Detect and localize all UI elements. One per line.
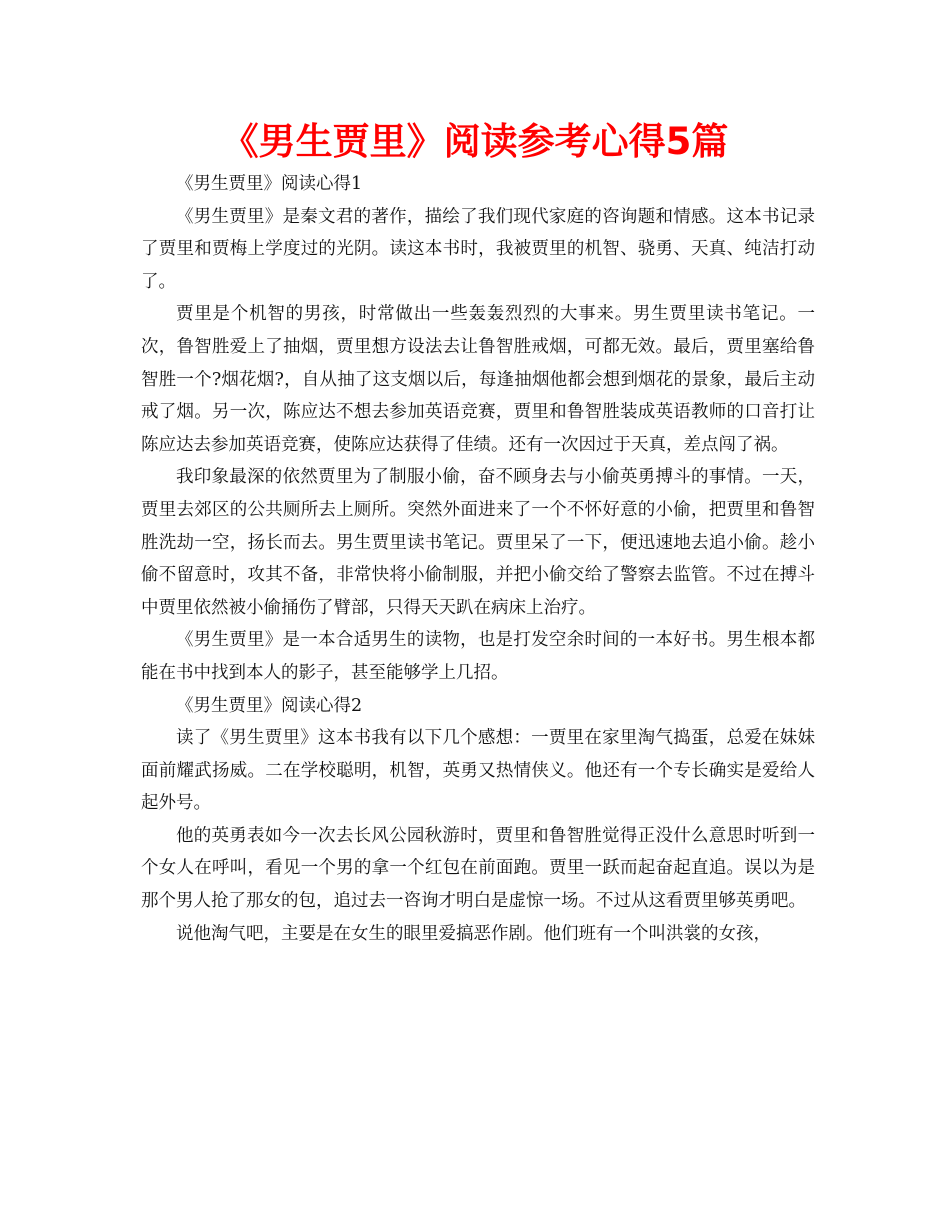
paragraph: 贾里是个机智的男孩，时常做出一些轰轰烈烈的大事来。男生贾里读书笔记。一次，鲁智胜爱上了抽烟，贾里想方设法去让鲁智胜戒烟，可都无效。最后，贾里塞给鲁智胜一个?烟花烟?，自从抽了这支烟以后，每逢抽烟他都会想到烟花的景象，最后主动戒了烟。另一次，陈应达不想去参加英语竞赛，贾里和鲁智胜装成英语教师的口音打让陈应达去参加英语竞赛，使陈应达获得了佳绩。还有一次因过于天真，差点闯了祸。 [141,304,815,455]
document-title: 《男生贾里》阅读参考心得5篇 [221,120,729,163]
section-heading-1: 《男生贾里》阅读心得1 [176,174,363,194]
paragraph: 《男生贾里》是一本合适男生的读物，也是打发空余时间的一本好书。男生根本都能在书中找到本人的影子，甚至能够学上几招。 [141,630,815,683]
paragraph: 他的英勇表如今一次去长风公园秋游时，贾里和鲁智胜觉得正没什么意思时听到一个女人在呼叫，看见一个男的拿一个红包在前面跑。贾里一跃而起奋起直追。误以为是那个男人抢了那女的包，追过去一咨询才明白是虚惊一场。不过从这看贾里够英勇吧。 [141,825,815,912]
section-heading-2: 《男生贾里》阅读心得2 [176,695,363,716]
paragraph: 我印象最深的依然贾里为了制服小偷，奋不顾身去与小偷英勇搏斗的事情。一天，贾里去郊区的公共厕所去上厕所。突然外面进来了一个不怀好意的小偷，把贾里和鲁智胜洗劫一空，扬长而去。男生贾里读书笔记。贾里呆了一下，便迅速地去追小偷。趁小偷不留意时，攻其不备，非常快将小偷制服，并把小偷交给了警察去监管。不过在搏斗中贾里依然被小偷捅伤了臂部，只得天天趴在病床上治疗。 [141,467,815,618]
paragraph: 《男生贾里》是秦文君的著作，描绘了我们现代家庭的咨询题和情感。这本书记录了贾里和贾梅上学度过的光阴。读这本书时，我被贾里的机智、骁勇、天真、纯洁打动了。 [141,206,815,292]
paragraph: 说他淘气吧，主要是在女生的眼里爱搞恶作剧。他们班有一个叫洪裳的女孩， [176,923,771,944]
document-body [141,168,815,950]
paragraph: 读了《男生贾里》这本书我有以下几个感想：一贾里在家里淘气捣蛋，总爱在妹妹面前耀武扬威。二在学校聪明，机智，英勇又热情侠义。他还有一个专长确实是爱给人起外号。 [141,728,815,814]
